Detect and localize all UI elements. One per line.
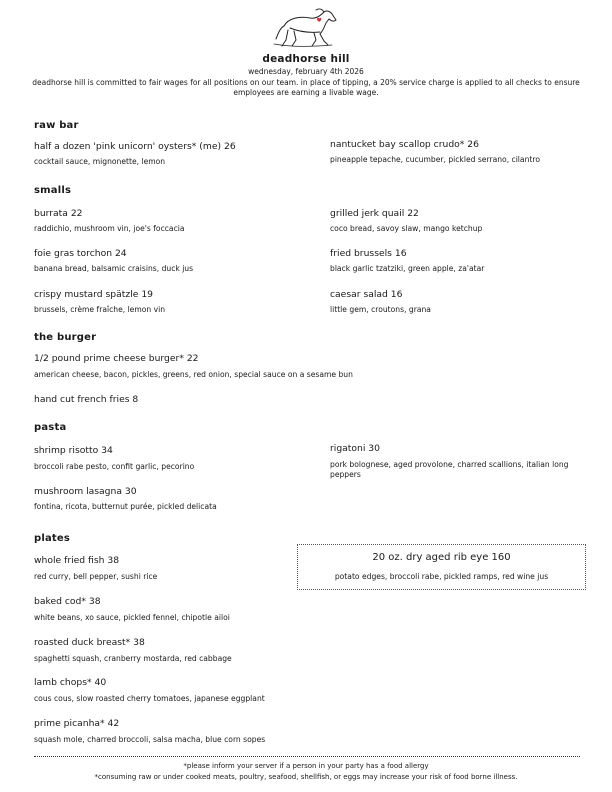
menu-date: wednesday, february 4th 2026 (248, 67, 364, 76)
section-burger: the burger (34, 332, 97, 343)
section-raw-bar: raw bar (34, 120, 79, 131)
dish-spatzle-desc: brussels, crème fraîche, lemon vin (34, 305, 166, 314)
dish-oysters: half a dozen 'pink unicorn' oysters* (me) 26 (34, 141, 236, 152)
section-plates: plates (34, 533, 71, 544)
dish-duck-breast: roasted duck breast* 38 (34, 637, 145, 648)
dish-rigatoni: rigatoni 30 (330, 443, 381, 454)
dish-caesar: caesar salad 16 (330, 289, 403, 300)
dish-mushroom-lasagna: mushroom lasagna 30 (34, 486, 137, 497)
raw-food-warning: *consuming raw or under cooked meats, poultry, seafood, shellfish, or eggs may increase your risk of food borne illness. (94, 773, 518, 781)
dish-whole-fried-fish-desc: red curry, bell pepper, sushi rice (34, 572, 158, 581)
horse-logo-icon (270, 6, 342, 50)
dish-caesar-desc: little gem, croutons, grana (330, 305, 431, 314)
section-pasta: pasta (34, 422, 67, 433)
dish-burrata-desc: raddichio, mushroom vin, joe's foccacia (34, 224, 185, 233)
allergy-notice: *please inform your server if a person in your party has a food allergy (183, 762, 429, 770)
dish-whole-fried-fish: whole fried fish 38 (34, 555, 120, 566)
dish-foie-gras-desc: banana bread, balsamic craisins, duck jus (34, 264, 194, 273)
dish-scallop-crudo-desc: pineapple tepache, cucumber, pickled serrano, cilantro (330, 155, 540, 164)
dish-prime-picanha: prime picanha* 42 (34, 718, 120, 729)
dish-jerk-quail: grilled jerk quail 22 (330, 208, 419, 219)
footer-divider (34, 756, 580, 757)
dish-baked-cod-desc: white beans, xo sauce, pickled fennel, chipotle ailoi (34, 613, 230, 622)
dish-fried-brussels-desc: black garlic tzatziki, green apple, za'atar (330, 264, 485, 273)
dish-shrimp-risotto-desc: broccoli rabe pesto, confit garlic, pecorino (34, 462, 195, 471)
dish-cheese-burger: 1/2 pound prime cheese burger* 22 (34, 353, 199, 364)
dish-rib-eye-desc: potato edges, broccoli rabe, pickled ramps, red wine jus (334, 572, 549, 581)
dish-jerk-quail-desc: coco bread, savoy slaw, mango ketchup (330, 224, 483, 233)
restaurant-name: deadhorse hill (262, 53, 350, 65)
dish-oysters-desc: cocktail sauce, mignonette, lemon (34, 157, 166, 166)
section-smalls: smalls (34, 185, 72, 196)
dish-cheese-burger-desc: american cheese, bacon, pickles, greens, red onion, special sauce on a sesame bun (34, 370, 353, 379)
dish-burrata: burrata 22 (34, 208, 83, 219)
dish-foie-gras: foie gras torchon 24 (34, 248, 127, 259)
dish-duck-breast-desc: spaghetti squash, cranberry mostarda, red cabbage (34, 654, 232, 663)
dish-rib-eye: 20 oz. dry aged rib eye 160 (372, 552, 511, 563)
dish-spatzle: crispy mustard spätzle 19 (34, 289, 154, 300)
special-feature-box (297, 544, 586, 590)
dish-rigatoni-desc: pork bolognese, aged provolone, charred scallions, italian long peppers (330, 460, 569, 479)
dish-scallop-crudo: nantucket bay scallop crudo* 26 (330, 139, 479, 150)
dish-baked-cod: baked cod* 38 (34, 596, 101, 607)
dish-shrimp-risotto: shrimp risotto 34 (34, 445, 113, 456)
dish-lamb-chops-desc: cous cous, slow roasted cherry tomatoes, japanese eggplant (34, 694, 265, 703)
dish-fried-brussels: fried brussels 16 (330, 248, 407, 259)
dish-lamb-chops: lamb chops* 40 (34, 677, 107, 688)
wage-policy-text: deadhorse hill is committed to fair wages for all positions on our team. in place of tipping, a 20% service charge is applied to all checks to ensure employees are earning a livable wage. (32, 78, 580, 97)
dish-prime-picanha-desc: squash mole, charred broccoli, salsa macha, blue corn sopes (34, 735, 266, 744)
dish-mushroom-lasagna-desc: fontina, ricota, butternut purée, pickled delicata (34, 502, 217, 511)
dish-french-fries: hand cut french fries 8 (34, 394, 139, 405)
